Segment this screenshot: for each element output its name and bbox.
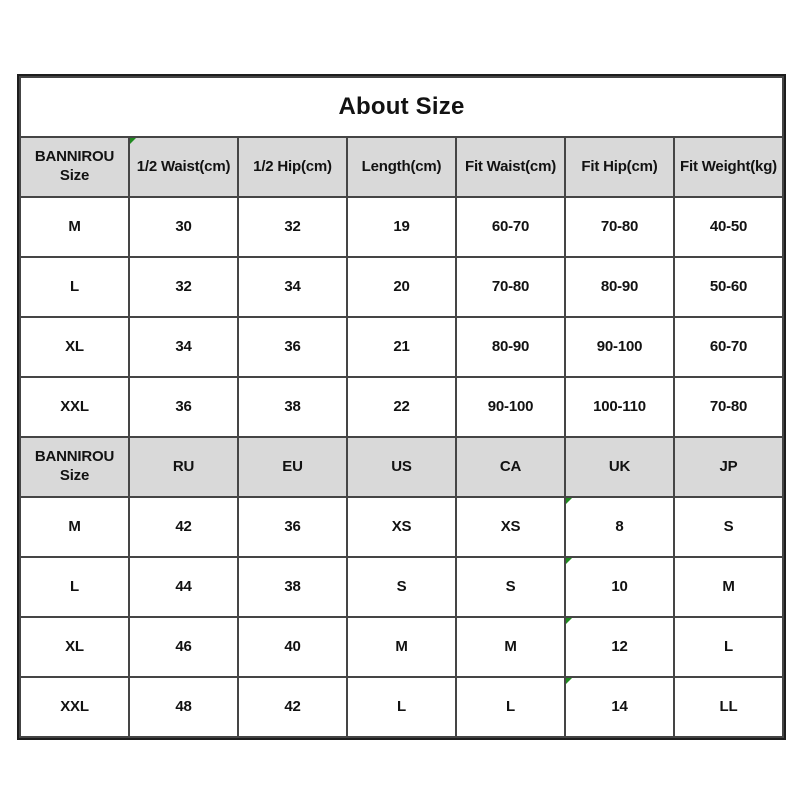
value-cell: 100-110 bbox=[565, 377, 674, 437]
value-cell: 40-50 bbox=[674, 197, 783, 257]
conversions-header-cell: RU bbox=[129, 437, 238, 497]
value-cell: 80-90 bbox=[565, 257, 674, 317]
value-cell: L bbox=[674, 617, 783, 677]
value-cell: 70-80 bbox=[565, 197, 674, 257]
measurements-header-cell: Fit Weight(kg) bbox=[674, 137, 783, 197]
value-cell: 36 bbox=[129, 377, 238, 437]
value-cell: 42 bbox=[238, 677, 347, 737]
measurements-header-cell: 1/2 Waist(cm) bbox=[129, 137, 238, 197]
value-cell: 50-60 bbox=[674, 257, 783, 317]
value-cell: 70-80 bbox=[456, 257, 565, 317]
value-cell: 19 bbox=[347, 197, 456, 257]
value-cell: 38 bbox=[238, 557, 347, 617]
value-cell: 36 bbox=[238, 497, 347, 557]
size-label-cell: XL bbox=[20, 317, 129, 377]
measurements-header-row bbox=[20, 137, 783, 197]
conversions-data-row bbox=[20, 497, 783, 557]
value-cell: S bbox=[456, 557, 565, 617]
size-label-cell: XL bbox=[20, 617, 129, 677]
value-cell: M bbox=[456, 617, 565, 677]
size-chart-table bbox=[19, 76, 784, 738]
value-cell: 8 bbox=[565, 497, 674, 557]
value-cell: 34 bbox=[238, 257, 347, 317]
cell-flag-triangle-icon bbox=[566, 618, 572, 624]
value-cell: 80-90 bbox=[456, 317, 565, 377]
value-cell: L bbox=[456, 677, 565, 737]
value-cell: 10 bbox=[565, 557, 674, 617]
measurements-header-cell: Fit Waist(cm) bbox=[456, 137, 565, 197]
measurements-header-cell: Fit Hip(cm) bbox=[565, 137, 674, 197]
value-cell: 12 bbox=[565, 617, 674, 677]
measurements-data-row bbox=[20, 317, 783, 377]
value-cell: 22 bbox=[347, 377, 456, 437]
value-cell: M bbox=[347, 617, 456, 677]
conversions-data-row bbox=[20, 557, 783, 617]
measurements-data-row bbox=[20, 377, 783, 437]
title-row bbox=[20, 77, 783, 137]
value-cell: 90-100 bbox=[456, 377, 565, 437]
value-cell: XS bbox=[347, 497, 456, 557]
measurements-header-cell: 1/2 Hip(cm) bbox=[238, 137, 347, 197]
conversions-header-cell: BANNIROU Size bbox=[20, 437, 129, 497]
measurements-data-row bbox=[20, 197, 783, 257]
conversions-data-row bbox=[20, 617, 783, 677]
conversions-header-row bbox=[20, 437, 783, 497]
value-cell: 34 bbox=[129, 317, 238, 377]
value-cell: 90-100 bbox=[565, 317, 674, 377]
value-cell: 36 bbox=[238, 317, 347, 377]
value-cell: S bbox=[347, 557, 456, 617]
value-cell: 21 bbox=[347, 317, 456, 377]
measurements-header-cell: BANNIROU Size bbox=[20, 137, 129, 197]
cell-flag-triangle-icon bbox=[566, 498, 572, 504]
size-label-cell: M bbox=[20, 197, 129, 257]
value-cell: 46 bbox=[129, 617, 238, 677]
measurements-header-cell: Length(cm) bbox=[347, 137, 456, 197]
value-cell: 14 bbox=[565, 677, 674, 737]
value-cell: L bbox=[347, 677, 456, 737]
size-chart-frame bbox=[17, 74, 786, 740]
value-cell: 70-80 bbox=[674, 377, 783, 437]
conversions-data-row bbox=[20, 677, 783, 737]
size-label-cell: XXL bbox=[20, 377, 129, 437]
value-cell: 32 bbox=[238, 197, 347, 257]
conversions-header-cell: CA bbox=[456, 437, 565, 497]
conversions-header-cell: JP bbox=[674, 437, 783, 497]
measurements-data-row bbox=[20, 257, 783, 317]
value-cell: XS bbox=[456, 497, 565, 557]
cell-flag-triangle-icon bbox=[130, 138, 136, 144]
conversions-header-cell: EU bbox=[238, 437, 347, 497]
conversions-section bbox=[20, 437, 783, 737]
size-label-cell: XXL bbox=[20, 677, 129, 737]
conversions-header-cell: US bbox=[347, 437, 456, 497]
value-cell: LL bbox=[674, 677, 783, 737]
value-cell: 48 bbox=[129, 677, 238, 737]
value-cell: S bbox=[674, 497, 783, 557]
value-cell: 60-70 bbox=[674, 317, 783, 377]
value-cell: 60-70 bbox=[456, 197, 565, 257]
value-cell: 38 bbox=[238, 377, 347, 437]
value-cell: M bbox=[674, 557, 783, 617]
size-label-cell: L bbox=[20, 557, 129, 617]
cell-flag-triangle-icon bbox=[566, 558, 572, 564]
value-cell: 32 bbox=[129, 257, 238, 317]
value-cell: 44 bbox=[129, 557, 238, 617]
value-cell: 40 bbox=[238, 617, 347, 677]
value-cell: 42 bbox=[129, 497, 238, 557]
cell-flag-triangle-icon bbox=[566, 678, 572, 684]
value-cell: 30 bbox=[129, 197, 238, 257]
conversions-header-cell: UK bbox=[565, 437, 674, 497]
measurements-section bbox=[20, 137, 783, 437]
value-cell: 20 bbox=[347, 257, 456, 317]
size-label-cell: M bbox=[20, 497, 129, 557]
page-title: About Size bbox=[20, 77, 783, 137]
size-label-cell: L bbox=[20, 257, 129, 317]
